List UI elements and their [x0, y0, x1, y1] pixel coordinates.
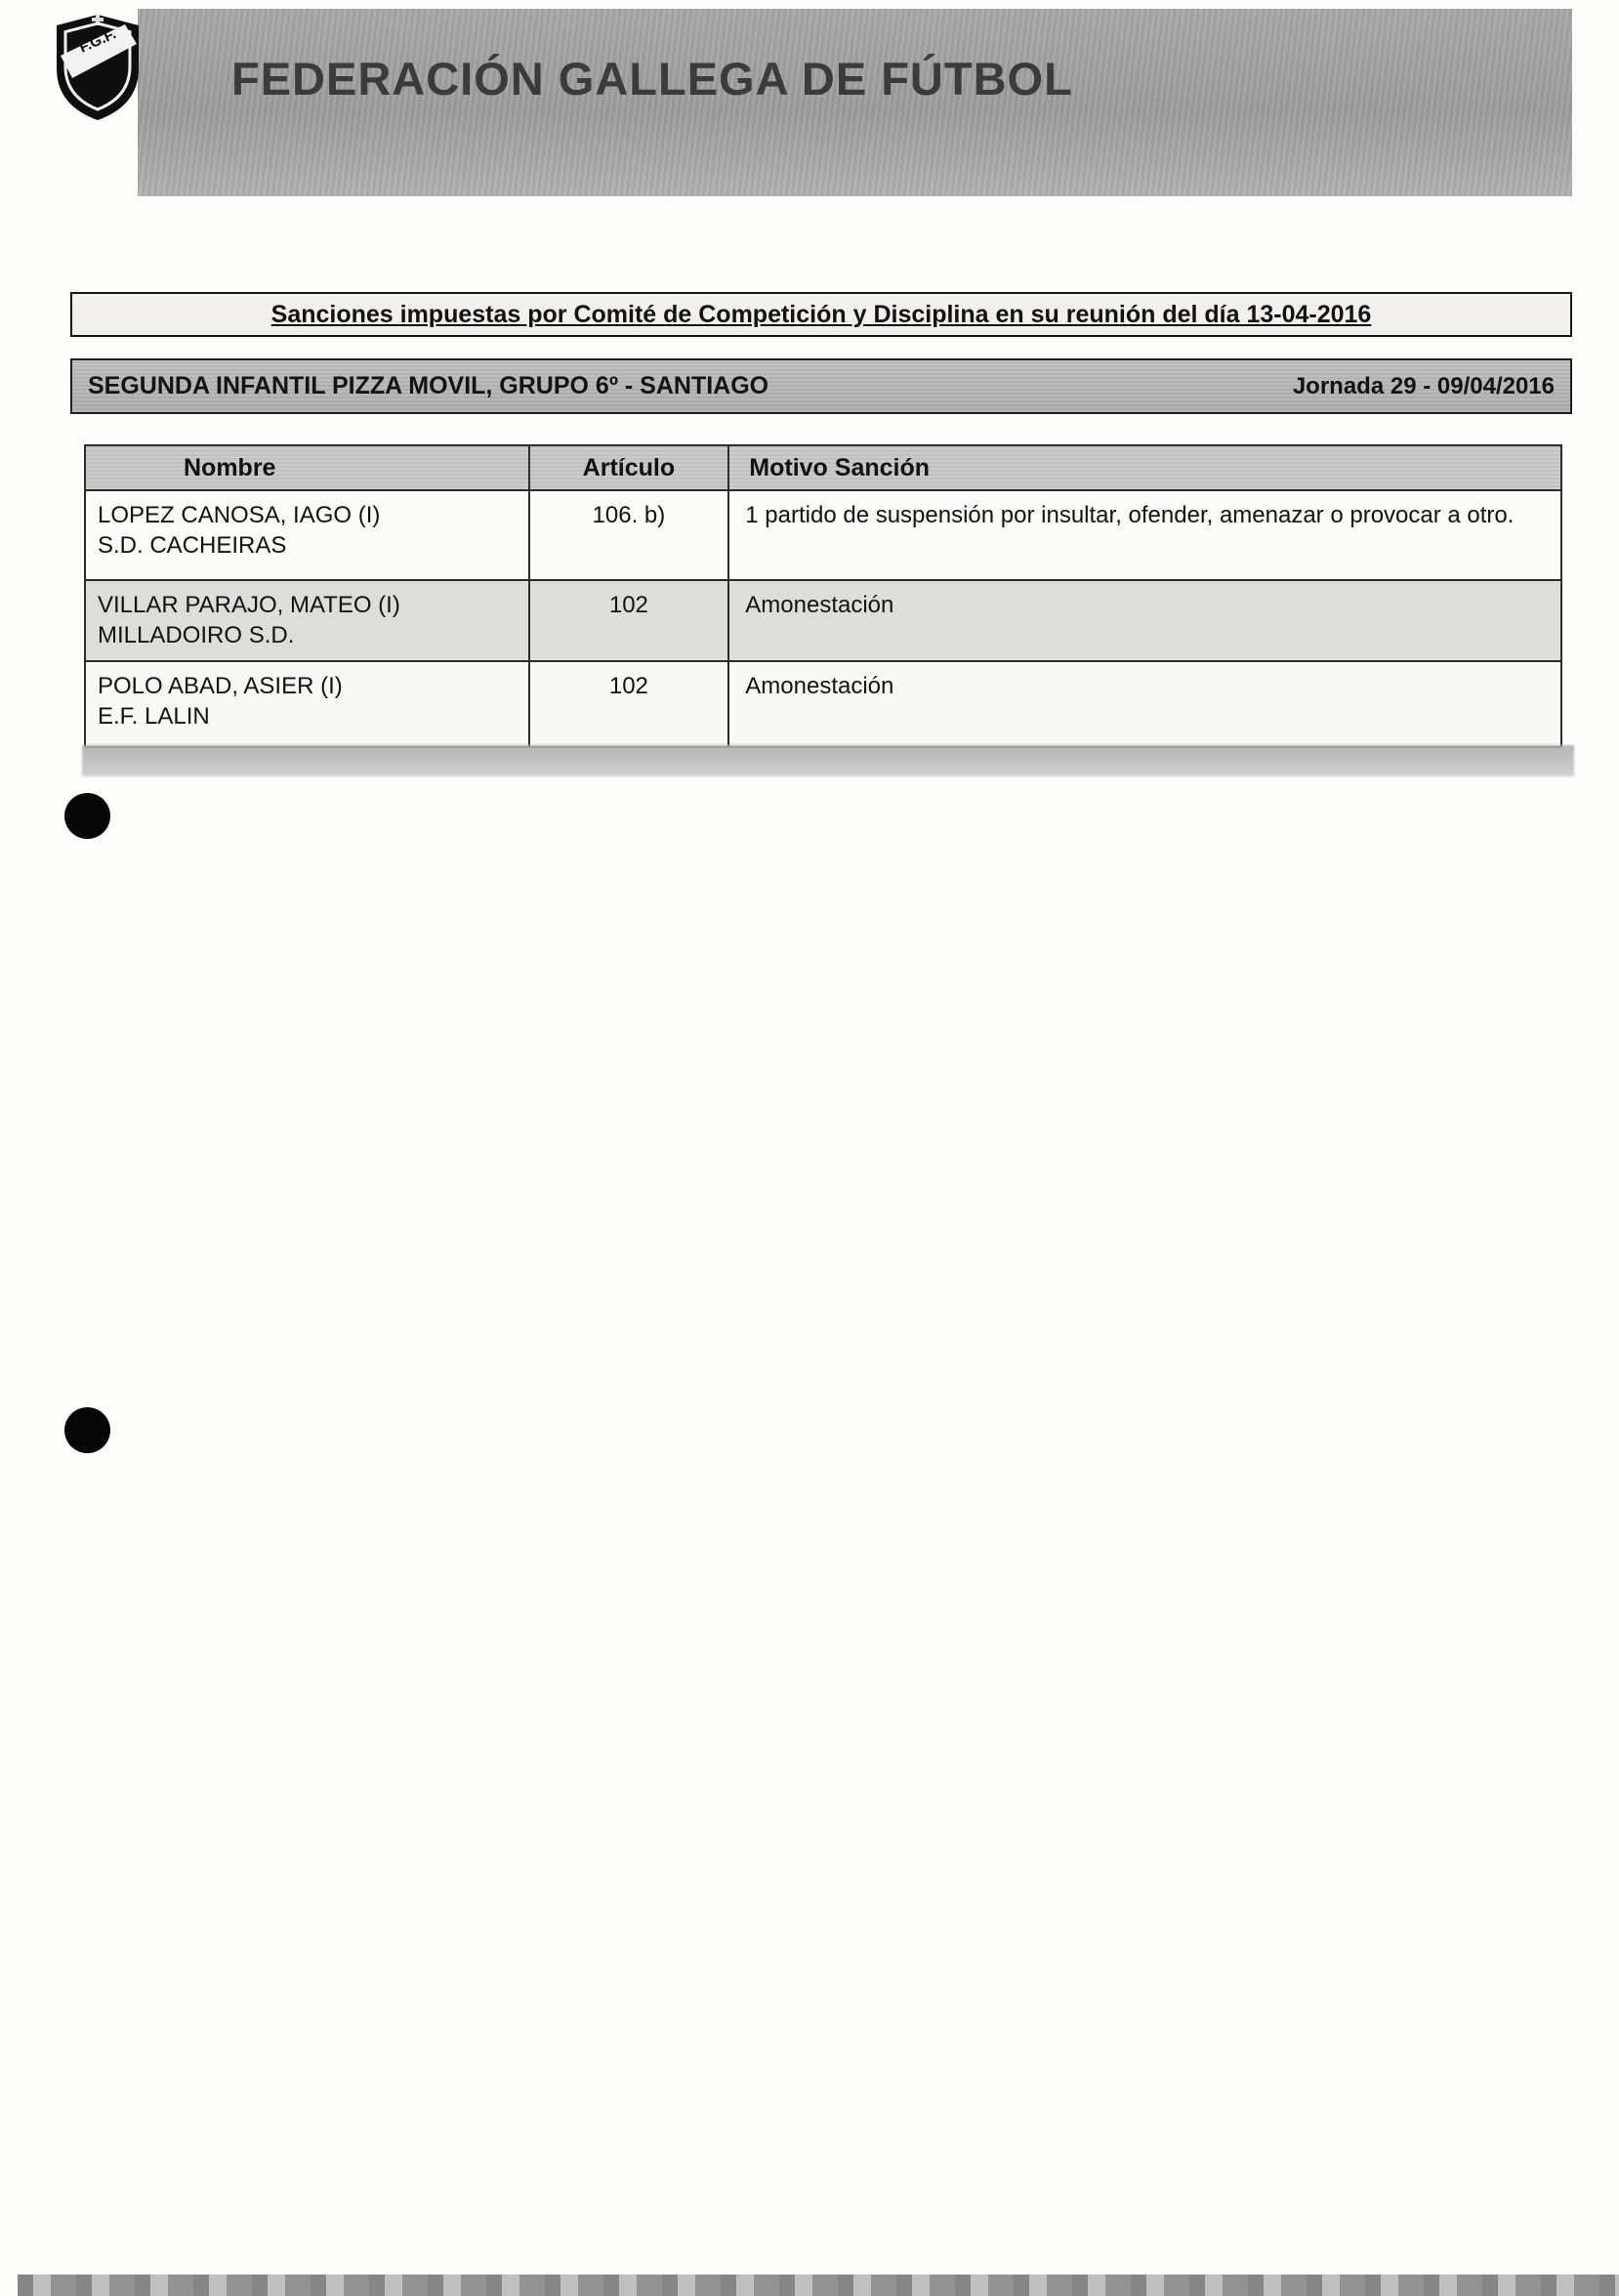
- punch-hole-top: [64, 793, 110, 839]
- table-header-row: [85, 445, 1561, 490]
- table-row: [85, 580, 1561, 661]
- scan-bottom-edge: [18, 2275, 1619, 2296]
- player-name: VILLAR PARAJO, MATEO (I): [98, 592, 400, 618]
- competition-bar: [70, 358, 1572, 414]
- player-name-cell: [85, 580, 529, 661]
- col-header-motivo: Motivo Sanción: [728, 445, 1561, 490]
- player-club: E.F. LALIN: [98, 703, 210, 730]
- player-club: S.D. CACHEIRAS: [98, 532, 287, 559]
- articulo-cell: 102: [529, 580, 729, 661]
- motivo-cell: 1 partido de suspensión por insultar, ofender, amenazar o provocar a otro.: [728, 490, 1561, 580]
- competition-name: SEGUNDA INFANTIL PIZZA MOVIL, GRUPO 6º - SANTIAGO: [88, 372, 769, 399]
- header-banner: [138, 9, 1572, 196]
- player-name-cell: [85, 490, 529, 580]
- player-club: MILLADOIRO S.D.: [98, 622, 295, 648]
- col-header-articulo: Artículo: [529, 445, 729, 490]
- col-header-nombre: Nombre: [85, 445, 529, 490]
- sanctions-title-box: [70, 292, 1572, 337]
- sanctions-title-text: Sanciones impuestas por Comité de Competición y Disciplina en su reunión del día 13-04-2016: [270, 300, 1372, 328]
- federation-title: FEDERACIÓN GALLEGA DE FÚTBOL: [231, 53, 1073, 104]
- player-name-cell: [85, 661, 529, 747]
- articulo-cell: 106. b): [529, 490, 729, 580]
- articulo-cell: 102: [529, 661, 729, 747]
- motivo-cell: Amonestación: [728, 661, 1561, 747]
- sanctions-table: [84, 444, 1562, 748]
- motivo-cell: Amonestación: [728, 580, 1561, 661]
- federation-crest-icon: [53, 12, 143, 123]
- table-row: [85, 661, 1561, 747]
- scan-shadow-strip: [82, 745, 1574, 776]
- player-name: POLO ABAD, ASIER (I): [98, 673, 343, 699]
- player-name: LOPEZ CANOSA, IAGO (I): [98, 502, 381, 528]
- crest-initials: F.G.F.: [76, 25, 119, 57]
- punch-hole-bottom: [64, 1407, 110, 1453]
- matchday-date: Jornada 29 - 09/04/2016: [1292, 372, 1555, 399]
- table-row: [85, 490, 1561, 580]
